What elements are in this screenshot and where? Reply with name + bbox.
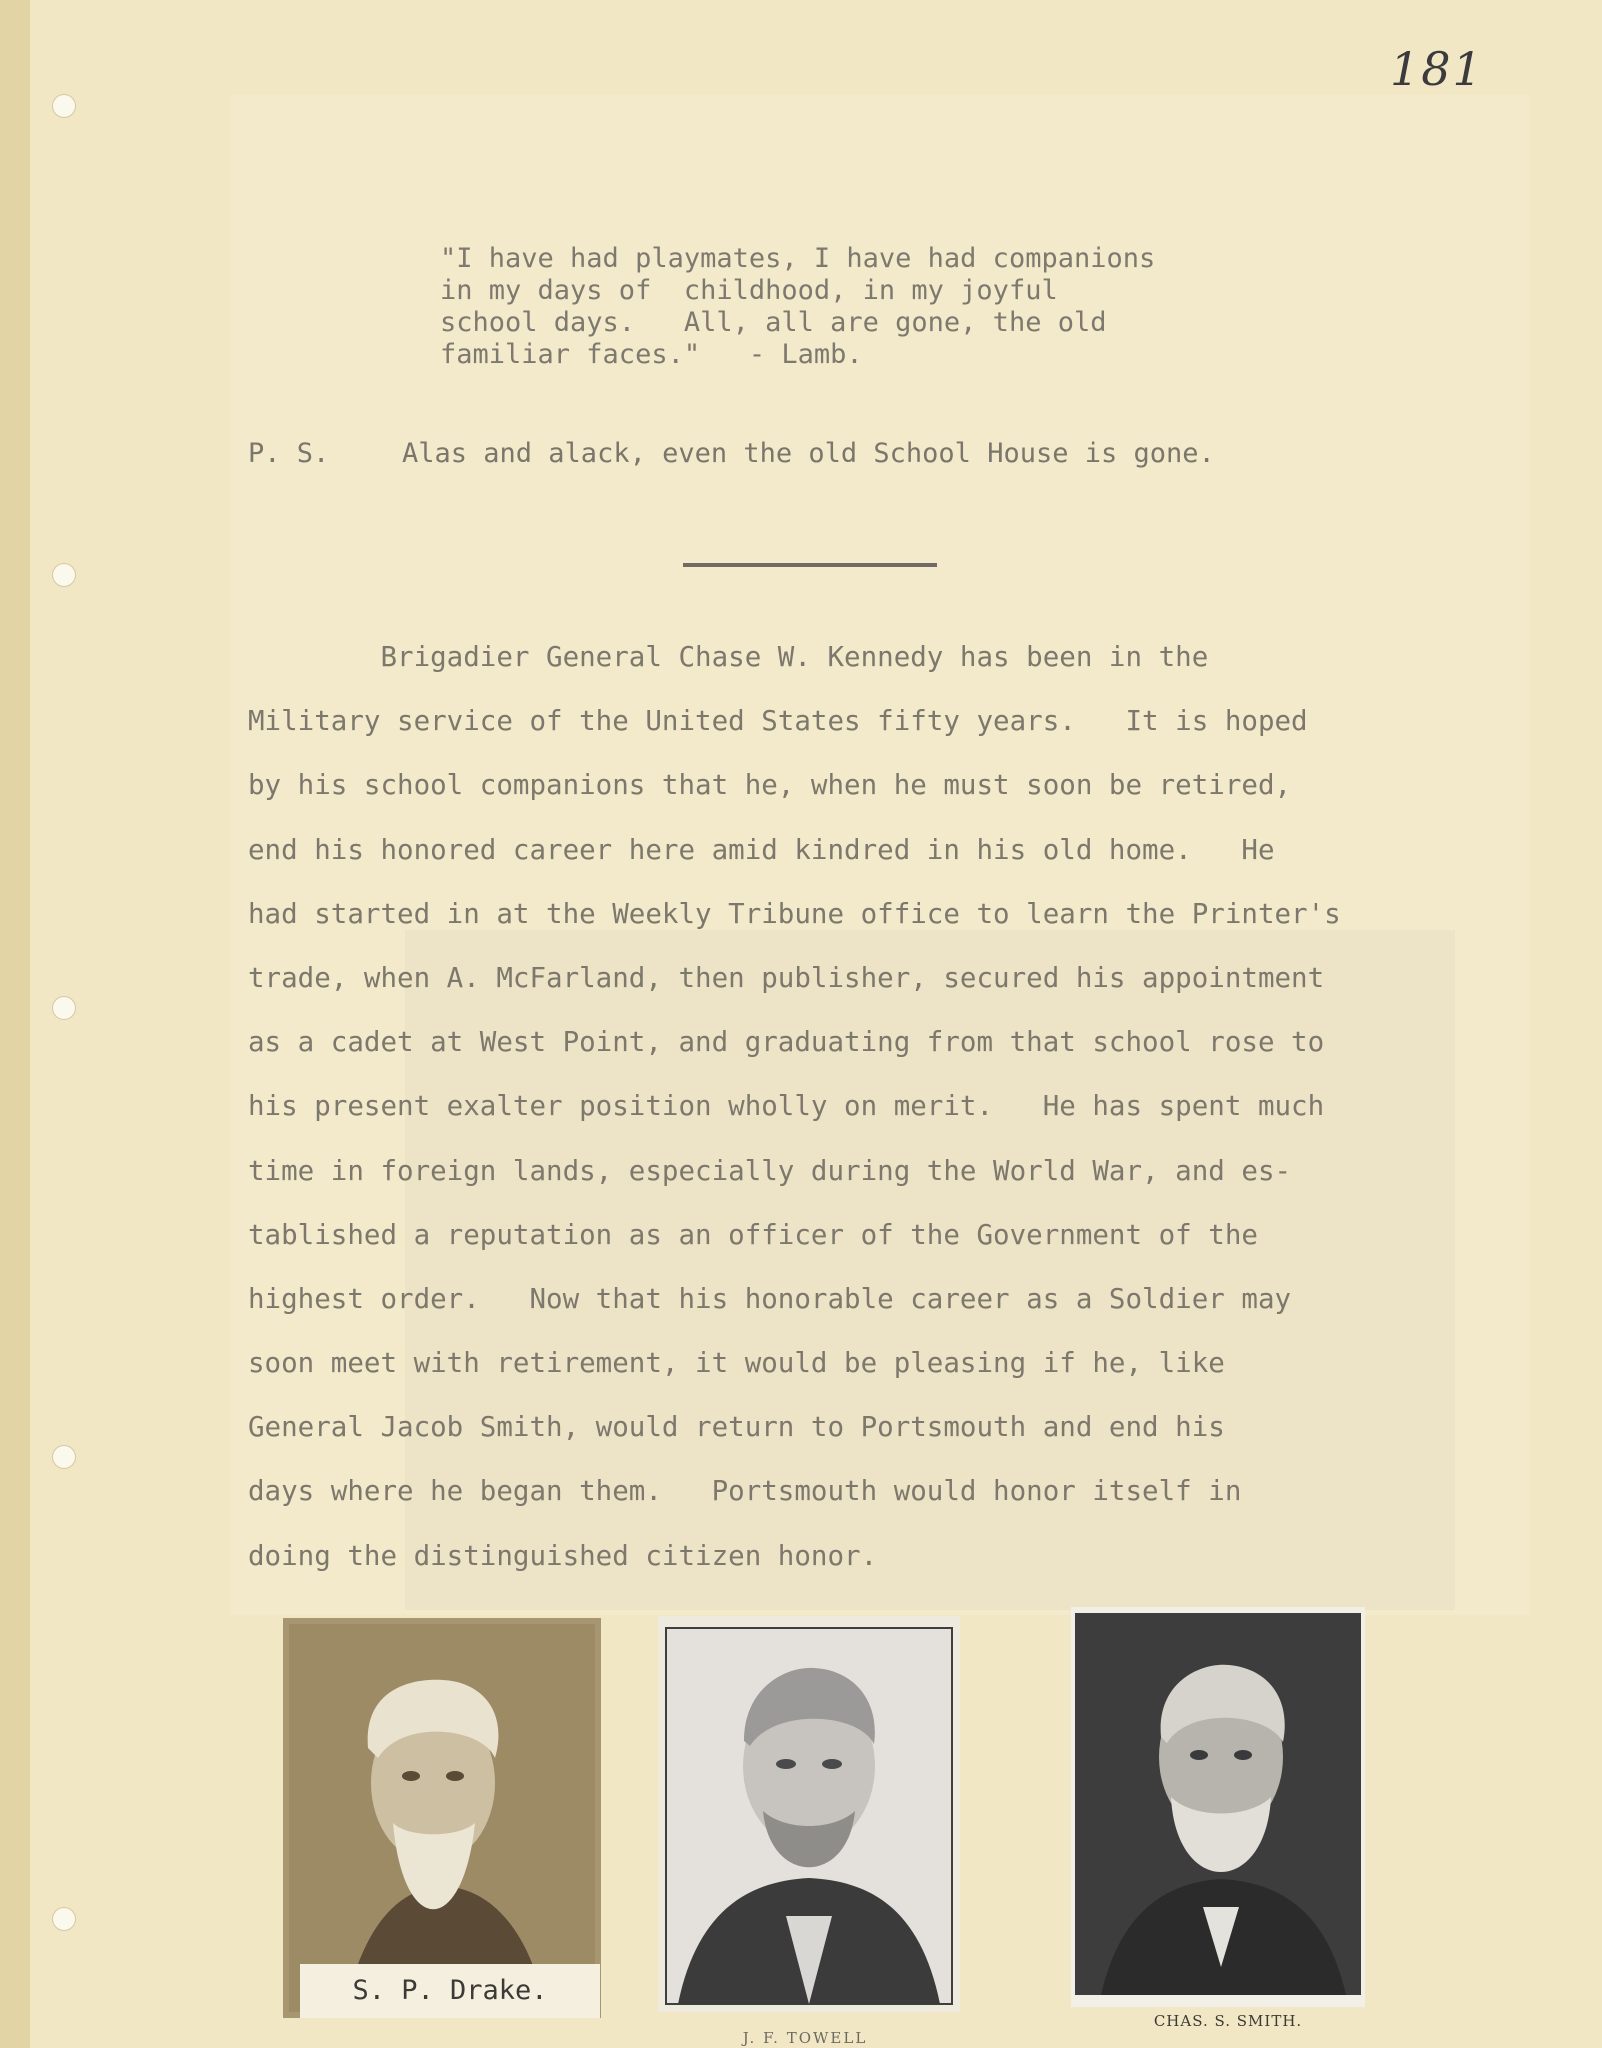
- paragraph-line: by his school companions that he, when he must soon be retired,: [248, 769, 1292, 802]
- paragraph-line: doing the distinguished citizen honor.: [248, 1539, 878, 1572]
- page-number: 181: [1390, 42, 1484, 96]
- paragraph-line: his present exalter position wholly on merit. He has spent much: [248, 1090, 1325, 1123]
- paragraph-line: end his honored career here amid kindred in his old home. He: [248, 833, 1275, 866]
- paragraph-line: trade, when A. McFarland, then publisher, secured his appointment: [248, 961, 1325, 994]
- photo-caption: J. F. TOWELL: [742, 2029, 868, 2047]
- paper-edge: [0, 0, 30, 2048]
- quote-line: school days. All, all are gone, the old: [440, 307, 1107, 338]
- paragraph-line: Brigadier General Chase W. Kennedy has been in the: [248, 641, 1209, 673]
- quote-line: "I have had playmates, I have had companions: [440, 243, 1156, 274]
- portrait-towell: [658, 1616, 960, 2012]
- section-divider: [683, 563, 937, 567]
- paragraph-line: General Jacob Smith, would return to Portsmouth and end his: [248, 1411, 1225, 1444]
- paragraph-line: highest order. Now that his honorable career as a Soldier may: [248, 1282, 1292, 1315]
- paragraph-line: as a cadet at West Point, and graduating from that school rose to: [248, 1026, 1325, 1059]
- kennedy-paragraph: [248, 625, 1508, 1588]
- paragraph-line: Military service of the United States fifty years. It is hoped: [248, 705, 1308, 738]
- portrait-drake: [283, 1618, 601, 2018]
- quote-line: familiar faces." - Lamb.: [440, 339, 863, 370]
- binder-hole: [52, 1445, 76, 1469]
- binder-hole: [52, 94, 76, 118]
- paragraph-line: days where he began them. Portsmouth would honor itself in: [248, 1475, 1242, 1508]
- quote-line: in my days of childhood, in my joyful: [440, 275, 1058, 306]
- paragraph-line: time in foreign lands, especially during the World War, and es-: [248, 1154, 1292, 1187]
- photo-caption: CHAS. S. SMITH.: [1153, 2012, 1303, 2030]
- postscript-label: P. S.: [248, 438, 330, 469]
- postscript-text: Alas and alack, even the old School House is gone.: [402, 438, 1215, 469]
- binder-hole: [52, 563, 76, 587]
- paragraph-line: had started in at the Weekly Tribune office to learn the Printer's: [248, 897, 1341, 930]
- binder-hole: [52, 996, 76, 1020]
- paragraph-line: tablished a reputation as an officer of the Government of the: [248, 1218, 1258, 1251]
- photo-caption: S. P. Drake.: [300, 1964, 600, 2018]
- paragraph-line: soon meet with retirement, it would be pleasing if he, like: [248, 1347, 1225, 1380]
- lamb-quote: [440, 243, 1340, 371]
- binder-hole: [52, 1907, 76, 1931]
- portrait-smith: [1071, 1607, 1365, 2007]
